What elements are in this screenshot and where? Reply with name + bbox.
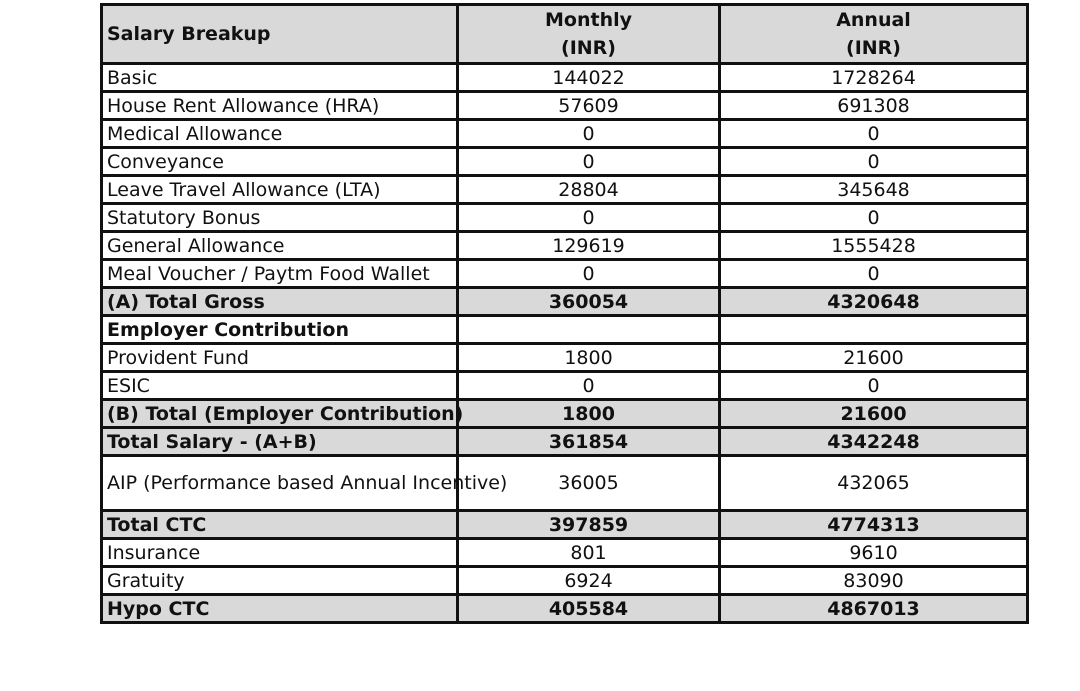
row-monthly-value: 28804: [458, 176, 720, 204]
row-annual-value: 83090: [720, 567, 1028, 595]
row-monthly-value: 397859: [458, 511, 720, 539]
row-monthly-value: 0: [458, 260, 720, 288]
row-annual-value: 0: [720, 120, 1028, 148]
salary-breakup-table: [100, 3, 1029, 624]
header-annual-line1: Annual: [836, 9, 911, 31]
row-label: General Allowance: [102, 232, 458, 260]
row-annual-value: [720, 316, 1028, 344]
row-annual-value: 9610: [720, 539, 1028, 567]
row-annual-value: 691308: [720, 92, 1028, 120]
row-monthly-value: 361854: [458, 428, 720, 456]
table-row: [102, 176, 1028, 204]
row-label: Conveyance: [102, 148, 458, 176]
row-annual-value: 0: [720, 372, 1028, 400]
row-monthly-value: 57609: [458, 92, 720, 120]
row-annual-value: 4867013: [720, 595, 1028, 623]
row-monthly-value: 6924: [458, 567, 720, 595]
header-annual-line2: (INR): [846, 37, 901, 59]
row-label: Leave Travel Allowance (LTA): [102, 176, 458, 204]
table-row: [102, 92, 1028, 120]
row-monthly-value: 1800: [458, 400, 720, 428]
row-monthly-value: 360054: [458, 288, 720, 316]
table-row: [102, 232, 1028, 260]
row-monthly-value: 1800: [458, 344, 720, 372]
table-row: [102, 120, 1028, 148]
row-label: Medical Allowance: [102, 120, 458, 148]
table-row: [102, 204, 1028, 232]
row-annual-value: 21600: [720, 344, 1028, 372]
table-row: [102, 316, 1028, 344]
table-row: [102, 260, 1028, 288]
row-annual-value: 4320648: [720, 288, 1028, 316]
row-monthly-value: 0: [458, 372, 720, 400]
table-row: [102, 344, 1028, 372]
table-row: [102, 511, 1028, 539]
row-annual-value: 345648: [720, 176, 1028, 204]
row-annual-value: 432065: [720, 456, 1028, 511]
header-monthly: [458, 5, 720, 64]
table-row: [102, 64, 1028, 92]
row-annual-value: 1728264: [720, 64, 1028, 92]
header-monthly-line2: (INR): [561, 37, 616, 59]
row-annual-value: 4774313: [720, 511, 1028, 539]
row-label: Insurance: [102, 539, 458, 567]
row-label: Employer Contribution: [102, 316, 458, 344]
row-label: Total Salary - (A+B): [102, 428, 458, 456]
row-label: ESIC: [102, 372, 458, 400]
table-header-row: [102, 5, 1028, 64]
table-row: [102, 428, 1028, 456]
row-monthly-value: 144022: [458, 64, 720, 92]
row-label: Gratuity: [102, 567, 458, 595]
header-annual: [720, 5, 1028, 64]
row-label: Statutory Bonus: [102, 204, 458, 232]
row-annual-value: 1555428: [720, 232, 1028, 260]
row-monthly-value: 0: [458, 120, 720, 148]
row-monthly-value: 36005: [458, 456, 720, 511]
row-monthly-value: 405584: [458, 595, 720, 623]
table-row: [102, 456, 1028, 511]
row-label: (B) Total (Employer Contribution): [102, 400, 458, 428]
table-row: [102, 400, 1028, 428]
table-row: [102, 288, 1028, 316]
row-annual-value: 0: [720, 204, 1028, 232]
row-label: (A) Total Gross: [102, 288, 458, 316]
row-monthly-value: 129619: [458, 232, 720, 260]
row-monthly-value: 0: [458, 204, 720, 232]
table-row: [102, 567, 1028, 595]
row-monthly-value: 0: [458, 148, 720, 176]
row-label: Hypo CTC: [102, 595, 458, 623]
table-row: [102, 539, 1028, 567]
table-row: [102, 148, 1028, 176]
header-monthly-line1: Monthly: [545, 9, 632, 31]
table-row: [102, 595, 1028, 623]
row-label: Meal Voucher / Paytm Food Wallet: [102, 260, 458, 288]
header-salary-breakup: Salary Breakup: [102, 5, 458, 64]
row-monthly-value: [458, 316, 720, 344]
row-label: Provident Fund: [102, 344, 458, 372]
row-annual-value: 0: [720, 148, 1028, 176]
row-annual-value: 21600: [720, 400, 1028, 428]
row-label: Total CTC: [102, 511, 458, 539]
table-row: [102, 372, 1028, 400]
row-label: Basic: [102, 64, 458, 92]
row-label: House Rent Allowance (HRA): [102, 92, 458, 120]
row-label: AIP (Performance based Annual Incentive): [102, 456, 458, 511]
row-annual-value: 0: [720, 260, 1028, 288]
row-monthly-value: 801: [458, 539, 720, 567]
row-annual-value: 4342248: [720, 428, 1028, 456]
